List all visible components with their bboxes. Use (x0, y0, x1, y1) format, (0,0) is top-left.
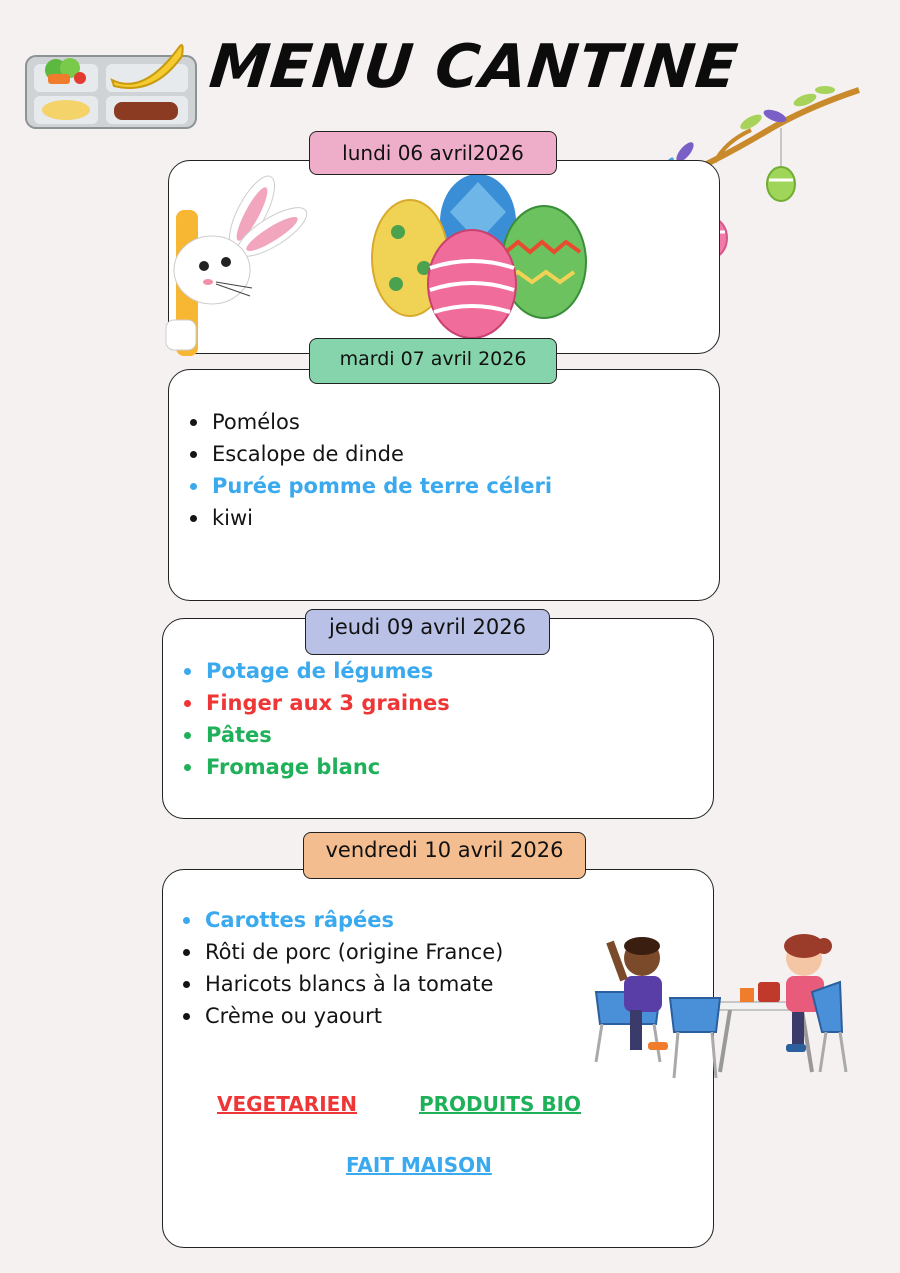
list-item: Crème ou yaourt (179, 1000, 503, 1032)
lunch-tray-icon (24, 26, 202, 134)
tuesday-card (168, 369, 720, 601)
easter-eggs-icon (368, 172, 590, 342)
list-item: Rôti de porc (origine France) (179, 936, 503, 968)
list-item: kiwi (186, 502, 552, 534)
list-item: Pâtes (180, 719, 450, 751)
list-item: Haricots blancs à la tomate (179, 968, 503, 1000)
tuesday-menu-list (186, 406, 552, 534)
friday-date-label: vendredi 10 avril 2026 (303, 832, 586, 879)
thursday-menu-list (180, 655, 450, 783)
list-item: Carottes râpées (179, 904, 503, 936)
list-item: Finger aux 3 graines (180, 687, 450, 719)
easter-bunny-icon (160, 170, 310, 356)
thursday-date-label: jeudi 09 avril 2026 (305, 609, 550, 655)
page-title: MENU CANTINE (206, 32, 742, 102)
list-item: Potage de légumes (180, 655, 450, 687)
list-item: Pomélos (186, 406, 552, 438)
list-item: Fromage blanc (180, 751, 450, 783)
legend-vegetarian: VEGETARIEN (217, 1092, 358, 1116)
list-item: Purée pomme de terre céleri (186, 470, 552, 502)
legend-organic: PRODUITS BIO (419, 1092, 582, 1116)
friday-menu-list (179, 904, 503, 1032)
kids-eating-icon (590, 932, 852, 1082)
list-item: Escalope de dinde (186, 438, 552, 470)
monday-date-label: lundi 06 avril2026 (309, 131, 557, 175)
legend-homemade: FAIT MAISON (346, 1153, 492, 1177)
tuesday-date-label: mardi 07 avril 2026 (309, 338, 557, 384)
